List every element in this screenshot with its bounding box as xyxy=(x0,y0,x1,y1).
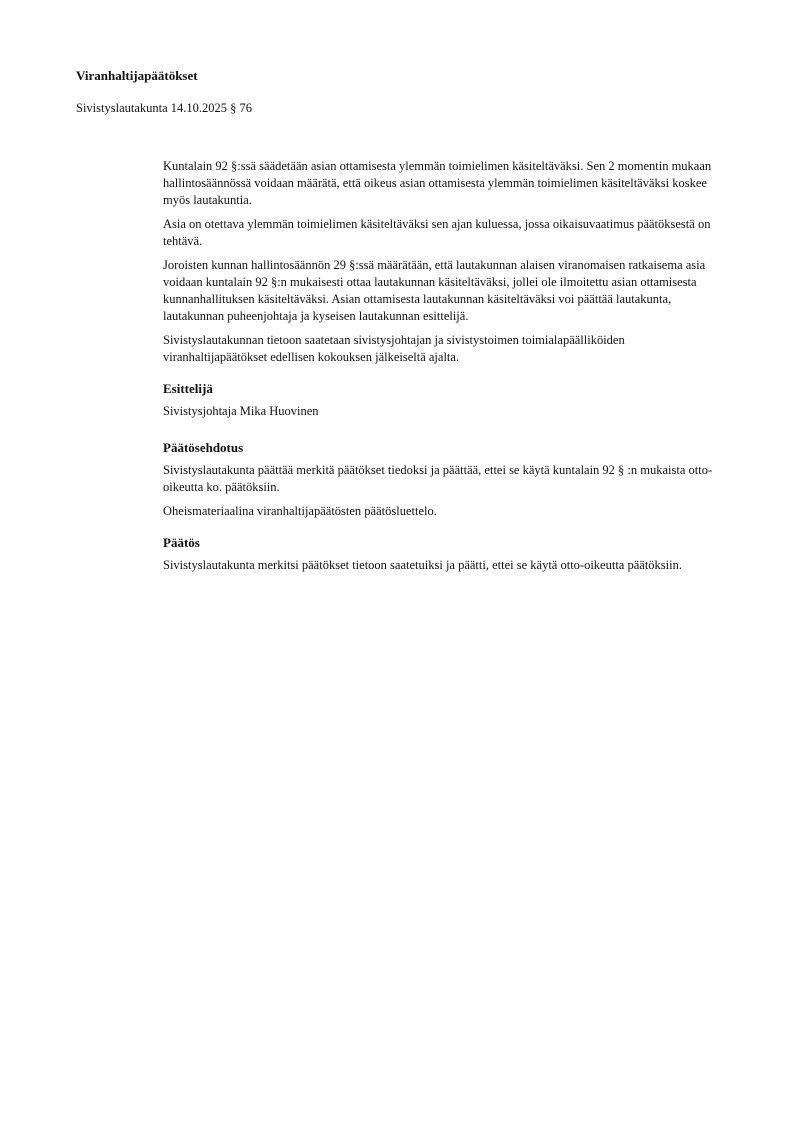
body-paragraph: Joroisten kunnan hallintosäännön 29 §:ssä määrätään, että lautakunnan alaisen viranomaisen ratkaisema asia voidaan kuntalain 92 §:n mukaisesti ottaa lautakunnan käsiteltäväksi, jollei ole ilmoitettu asian ottamisesta kunnanhallituksen käsiteltäväksi. Asian ottamisesta lautakunnan käsiteltäväksi voi päättää lautakunta, lautakunnan puheenjohtaja ja kyseisen lautakunnan esittelijä. xyxy=(163,258,706,323)
proposal-heading: Päätösehdotus xyxy=(163,440,244,455)
proposal-paragraph: Sivistyslautakunta päättää merkitä päätökset tiedoksi ja päättää, ettei se käytä kuntalain 92 § :n mukaista otto-oikeutta ko. päätöksiin. xyxy=(163,463,713,494)
body-paragraph: Sivistyslautakunnan tietoon saatetaan sivistysjohtajan ja sivistystoimen toimialapäälliköiden viranhaltijapäätökset edellisen kokouksen jälkeiseltä ajalta. xyxy=(163,333,625,364)
body-paragraph: Kuntalain 92 §:ssä säädetään asian ottamisesta ylemmän toimielimen käsiteltäväksi. Sen 2 momentin mukaan hallintosäännössä voidaan määrätä, että oikeus asian ottamisesta ylemmän toimielimen käsiteltäväksi koskee myös lautakuntia. xyxy=(163,159,712,207)
decision-heading: Päätös xyxy=(163,535,200,550)
decision-text: Sivistyslautakunta merkitsi päätökset tietoon saatetuiksi ja päätti, ettei se käytä otto-oikeutta päätöksiin. xyxy=(163,558,682,572)
presenter-text: Sivistysjohtaja Mika Huovinen xyxy=(163,404,319,418)
document-body xyxy=(163,158,723,581)
body-paragraph: Asia on otettava ylemmän toimielimen käsiteltäväksi sen ajan kuluessa, jossa oikaisuvaatimus päätöksestä on tehtävä. xyxy=(163,217,711,248)
document-title: Viranhaltijapäätökset xyxy=(76,68,198,83)
proposal-paragraph: Oheismateriaalina viranhaltijapäätösten päätösluettelo. xyxy=(163,504,437,518)
presenter-heading: Esittelijä xyxy=(163,381,213,396)
meeting-reference: Sivistyslautakunta 14.10.2025 § 76 xyxy=(76,101,253,115)
